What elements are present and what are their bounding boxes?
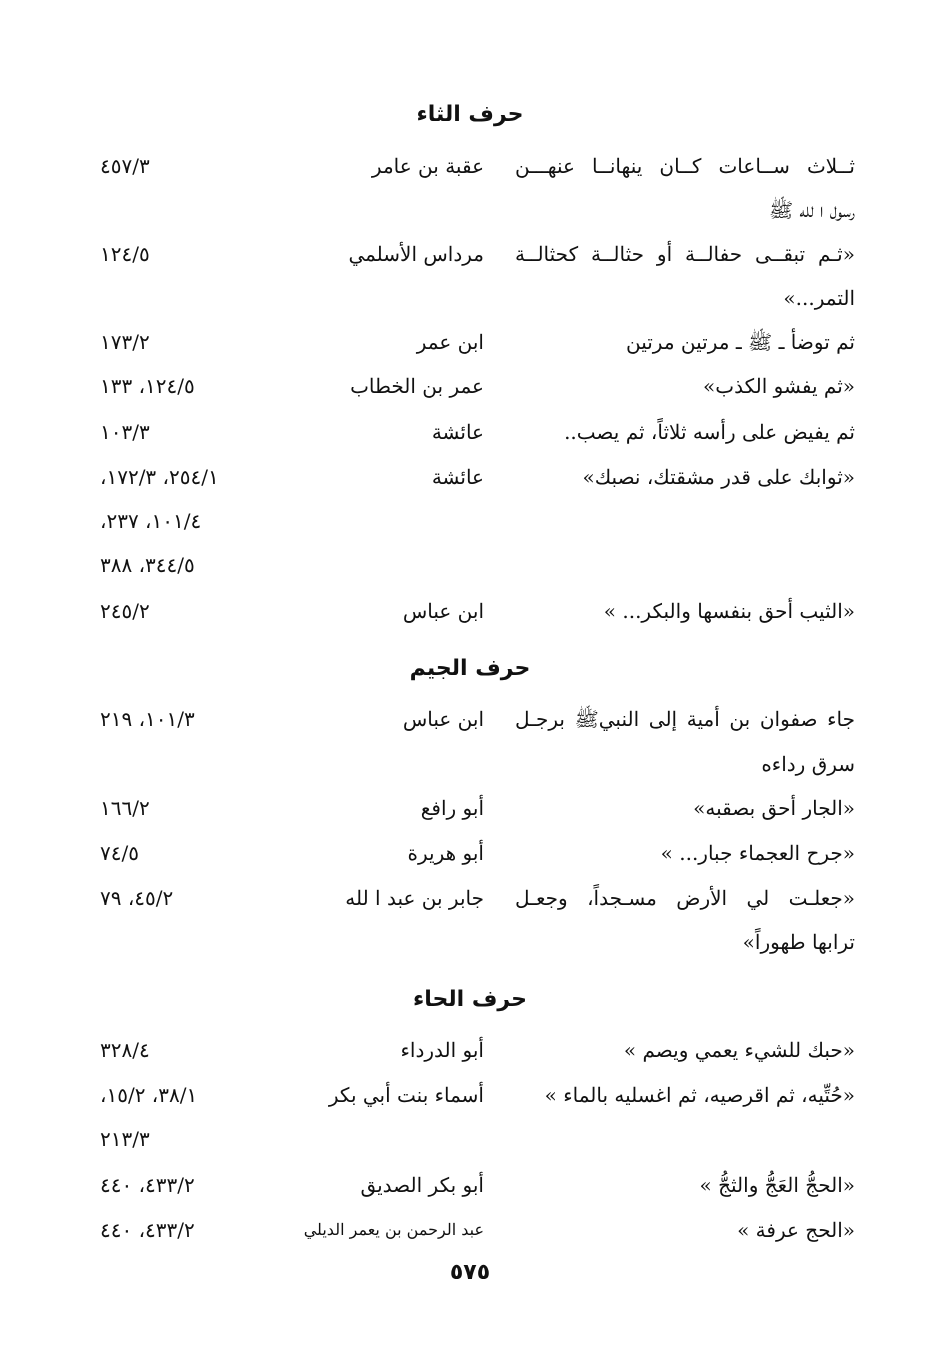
narrator: عائشة [431,420,484,444]
hadith-text: «جرح العجماء جبار... » [660,841,855,865]
table-row [0,1028,940,1072]
narrator: جابر بن عبد ا لله [345,886,484,910]
reference: ٣٨/١، ١٥/٢، [100,1083,198,1107]
reference [100,920,330,964]
table-row [0,1117,940,1161]
hadith-text: «الحجُّ العَجُّ والثجُّ » [699,1173,855,1197]
table-row [0,920,940,964]
hadith-text: «الجار أحق بصقبه» [693,796,855,820]
reference: ٤٣٣/٢، ٤٤٠ [100,1173,195,1197]
table-row [0,876,940,920]
hadith-text: سرق رداءه [761,752,855,776]
table-row [0,786,940,830]
hadith-text: «حُتِّيه، ثم اقرصيه، ثم اغسليه بالماء » [544,1083,855,1107]
reference: ٢٥٤/١، ١٧٢/٣، [100,465,219,489]
hadith-text: ثــلاث ســاعات كــان ينهانــا عنهـــن [515,154,855,178]
hadith-text: «الثيب أحق بنفسها والبكر... » [603,599,855,623]
reference [100,742,330,786]
section-heading-jeem: حرف الجيم [409,656,531,681]
hadith-text: التمر...» [783,286,855,310]
table-row [0,831,940,875]
hadith-text [515,499,855,543]
table-row [0,364,940,408]
hadith-text: «ثوابك على قدر مشقتك، نصبك» [582,465,855,489]
table-row [0,742,940,786]
reference: ١٢٤/٥، ١٣٣ [100,374,195,398]
hadith-text: «جعلـت لي الأرض مسـجداً، وجعـل [515,886,855,910]
narrator: عقبة بن عامر [371,154,484,178]
hadith-text: «ثم يفشو الكذب» [703,374,855,398]
page-number: ٥٧٥ [449,1260,491,1285]
hadith-text: ترابها طهوراً» [742,930,855,954]
hadith-text: رسول ا لله ﷺ [769,198,855,222]
reference: ٣٤٤/٥، ٣٨٨ [100,553,195,577]
reference: ٤٥/٢، ٧٩ [100,886,174,910]
narrator: أبو رافع [420,796,484,820]
section-heading-tha: حرف الثاء [416,102,524,127]
narrator: أسماء بنت أبي بكر [328,1083,484,1107]
narrator: أبو هريرة [407,841,484,865]
narrator: ابن عمر [416,330,484,354]
reference: ٤٣٣/٢، ٤٤٠ [100,1218,195,1242]
narrator: عبد الرحمن بن يعمر الديلي [303,1220,484,1239]
reference: ٢١٣/٣ [100,1127,150,1151]
narrator: عائشة [431,465,484,489]
hadith-text: جاء صفوان بن أمية إلى النبيﷺ برجـل [515,707,855,731]
table-row [0,1208,940,1252]
narrator: عمر بن الخطاب [350,374,484,398]
reference: ٢٤٥/٢ [100,599,150,623]
hadith-text: «ثـم تبقــى حفالــة أو حثالــة كحثالــة [515,242,855,266]
hadith-text [515,543,855,587]
table-row [0,232,940,276]
reference: ١٠١/٣، ٢١٩ [100,707,195,731]
table-row [0,543,940,587]
table-row [0,499,940,543]
table-row [0,455,940,499]
reference: ٤٥٧/٣ [100,154,150,178]
narrator: ابن عباس [402,599,484,623]
narrator: أبو بكر الصديق [360,1173,484,1197]
hadith-text: «حبك للشيء يعمي ويصم » [623,1038,855,1062]
section-heading-haa: حرف الحاء [413,987,527,1012]
table-row [0,144,940,188]
reference [100,276,330,320]
hadith-text: «الحج عرفة » [737,1218,855,1242]
hadith-text: ثم يفيض على رأسه ثلاثاً، ثم يصب.. [564,420,855,444]
hadith-text: ثم توضأ ـ ﷺ ـ مرتين مرتين [625,330,855,354]
reference: ٣٢٨/٤ [100,1038,150,1062]
table-row [0,188,940,232]
table-row [0,1073,940,1117]
narrator: مرداس الأسلمي [348,242,484,266]
reference: ١٦٦/٢ [100,796,150,820]
table-row [0,589,940,633]
reference: ١٠٣/٣ [100,420,150,444]
reference: ١٢٤/٥ [100,242,150,266]
table-row [0,320,940,364]
table-row [0,410,940,454]
reference: ١٧٣/٢ [100,330,150,354]
narrator: أبو الدرداء [400,1038,484,1062]
table-row [0,276,940,320]
hadith-text [515,1117,855,1161]
reference: ٧٤/٥ [100,841,139,865]
reference [100,188,330,232]
reference: ١٠١/٤، ٢٣٧، [100,509,202,533]
table-row [0,1163,940,1207]
narrator: ابن عباس [402,707,484,731]
table-row [0,697,940,741]
